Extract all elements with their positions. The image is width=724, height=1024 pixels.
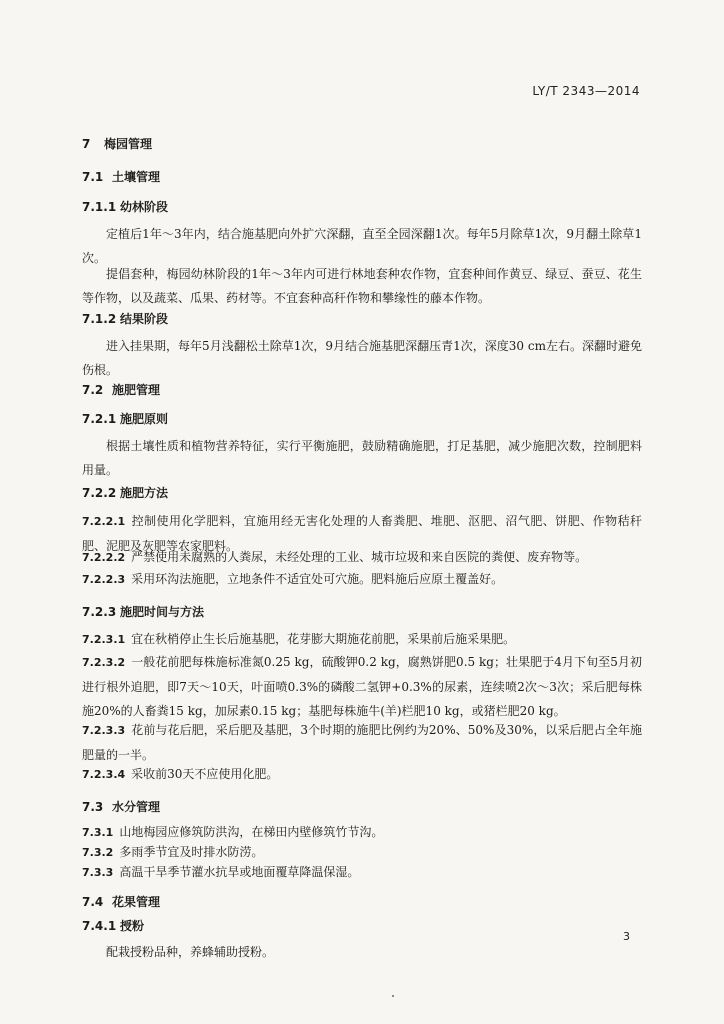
item-text: 花前与花后肥，采后肥及基肥，3个时期的施肥比例约为20%、50%及30%，以采后肥占全年施肥量的一半。 bbox=[82, 723, 642, 762]
heading-title: 水分管理 bbox=[112, 800, 161, 814]
item-number: 7.2.3.2 bbox=[82, 656, 126, 669]
paragraph-7-1-1-a: 定植后1年～3年内，结合施基肥向外扩穴深翻，直至全园深翻1次。每年5月除草1次，9月翻土除草1次。 bbox=[82, 227, 642, 265]
heading-number: 7.1 bbox=[82, 170, 104, 184]
heading-7-2 bbox=[82, 381, 642, 398]
heading-7-2-2 bbox=[82, 484, 642, 501]
page-number: 3 bbox=[623, 930, 630, 943]
heading-7-4-1 bbox=[82, 917, 642, 934]
item-number: 7.3.2 bbox=[82, 846, 114, 859]
heading-title: 花果管理 bbox=[112, 895, 161, 909]
heading-title: 施肥时间与方法 bbox=[120, 605, 205, 619]
list-item bbox=[82, 762, 642, 787]
heading-7-2-3 bbox=[82, 603, 642, 620]
scan-speck bbox=[392, 995, 394, 997]
item-number: 7.2.2.1 bbox=[82, 515, 126, 528]
item-text: 宜在秋梢停止生长后施基肥，花芽膨大期施花前肥，采果前后施采果肥。 bbox=[131, 632, 516, 646]
heading-number: 7.2.3 bbox=[82, 605, 117, 619]
standard-code: LY/T 2343—2014 bbox=[532, 84, 640, 98]
list-item bbox=[82, 718, 642, 767]
heading-title: 施肥管理 bbox=[112, 383, 161, 397]
item-number: 7.3.1 bbox=[82, 826, 114, 839]
list-item bbox=[82, 567, 642, 592]
paragraph-7-1-2: 进入挂果期，每年5月浅翻松土除草1次，9月结合施基肥深翻压青1次，深度30 cm左右。深翻时避免伤根。 bbox=[82, 339, 642, 377]
heading-number: 7.4 bbox=[82, 895, 104, 909]
item-text: 严禁使用未腐熟的人粪尿，未经处理的工业、城市垃圾和来自医院的粪便、废弃物等。 bbox=[131, 550, 588, 564]
heading-title: 授粉 bbox=[120, 919, 145, 933]
heading-7-1 bbox=[82, 168, 642, 185]
heading-number: 7.2.1 bbox=[82, 412, 117, 426]
item-number: 7.2.2.3 bbox=[82, 573, 126, 586]
item-number: 7.2.3.4 bbox=[82, 768, 126, 781]
heading-number: 7.3 bbox=[82, 800, 104, 814]
item-text: 采收前30天不应使用化肥。 bbox=[131, 767, 279, 781]
heading-number: 7.2 bbox=[82, 383, 104, 397]
heading-number: 7.1.2 bbox=[82, 312, 117, 326]
list-item bbox=[82, 860, 642, 885]
paragraph-7-4-1: 配栽授粉品种，养蜂辅助授粉。 bbox=[106, 945, 275, 959]
heading-title: 施肥原则 bbox=[120, 412, 169, 426]
paragraph-7-2-1: 根据土壤性质和植物营养特征，实行平衡施肥，鼓励精确施肥，打足基肥，减少施肥次数，控制肥料用量。 bbox=[82, 439, 642, 477]
item-text: 山地梅园应修筑防洪沟，在梯田内壁修筑竹节沟。 bbox=[119, 825, 384, 839]
list-item bbox=[82, 627, 642, 652]
heading-7-3 bbox=[82, 798, 642, 815]
heading-title: 施肥方法 bbox=[120, 486, 169, 500]
item-number: 7.2.3.1 bbox=[82, 633, 126, 646]
heading-7-2-1 bbox=[82, 410, 642, 427]
heading-7-4 bbox=[82, 893, 642, 910]
heading-number: 7 bbox=[82, 137, 91, 151]
item-text: 采用环沟法施肥，立地条件不适宜处可穴施。肥料施后应原土覆盖好。 bbox=[131, 572, 504, 586]
heading-title: 土壤管理 bbox=[112, 170, 161, 184]
list-item bbox=[82, 650, 642, 723]
item-text: 控制使用化学肥料，宜施用经无害化处理的人畜粪肥、堆肥、沤肥、沼气肥、饼肥、作物秸秆肥、泥肥及灰肥等农家肥料。 bbox=[82, 514, 642, 553]
heading-7-1-2 bbox=[82, 310, 642, 327]
heading-title: 梅园管理 bbox=[104, 137, 153, 151]
item-text: 多雨季节宜及时排水防涝。 bbox=[119, 845, 264, 859]
heading-number: 7.4.1 bbox=[82, 919, 117, 933]
item-number: 7.2.2.2 bbox=[82, 551, 126, 564]
item-number: 7.3.3 bbox=[82, 866, 114, 879]
heading-7 bbox=[82, 135, 642, 152]
heading-title: 幼林阶段 bbox=[120, 200, 169, 214]
heading-7-1-1 bbox=[82, 198, 642, 215]
item-number: 7.2.3.3 bbox=[82, 724, 126, 737]
heading-number: 7.1.1 bbox=[82, 200, 117, 214]
item-text: 一般花前肥每株施标准氮0.25 kg，硫酸钾0.2 kg，腐熟饼肥0.5 kg；壮果肥于4月下旬至5月初进行根外追肥，即7天～10天，叶面喷0.3%的磷酸二氢钾+0.3%的尿素，连续喷2次～3次；采后肥每株施20%的人畜粪15 kg，加尿素0.15 kg；基肥每株施牛(羊)栏肥10 kg，或猪栏肥20 kg。 bbox=[82, 655, 642, 718]
item-text: 高温干旱季节灌水抗旱或地面覆草降温保湿。 bbox=[119, 865, 360, 879]
heading-title: 结果阶段 bbox=[120, 312, 169, 326]
heading-number: 7.2.2 bbox=[82, 486, 117, 500]
paragraph-7-1-1-b: 提倡套种，梅园幼林阶段的1年～3年内可进行林地套种农作物，宜套种间作黄豆、绿豆、蚕豆、花生等作物，以及蔬菜、瓜果、药材等。不宜套种高秆作物和攀缘性的藤本作物。 bbox=[82, 267, 642, 305]
